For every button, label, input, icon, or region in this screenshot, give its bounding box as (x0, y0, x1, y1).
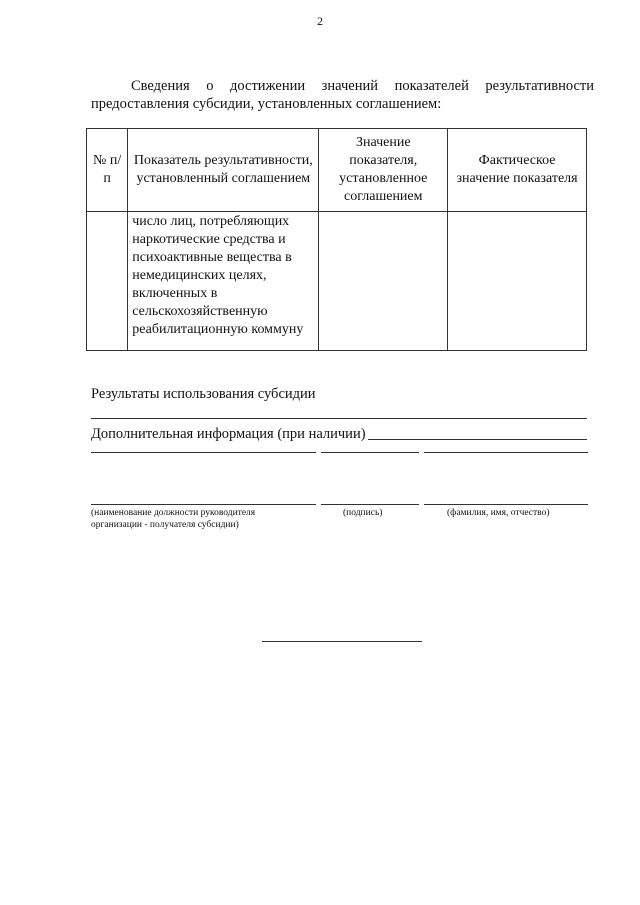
intro-paragraph (91, 77, 594, 113)
signature-lines-row (91, 504, 588, 505)
page-number: 2 (317, 14, 323, 28)
results-section (91, 385, 587, 443)
signature-line-sign (321, 504, 419, 505)
cell-actual-value (448, 212, 587, 351)
header-indicator (128, 129, 319, 212)
intro-word: достижении (230, 78, 306, 94)
intro-word: Сведения (131, 78, 190, 94)
caption-position: (наименование должности руководителя организации - получателя субсидии) (91, 508, 256, 530)
intro-line-2: предоставления субсидии, установленных соглашением: (91, 96, 442, 112)
blank-line-sign (321, 452, 419, 453)
header-number (87, 129, 128, 212)
results-label: Результаты использования субсидии (91, 386, 316, 402)
header-planned-label: Значение показателя, установленное соглашением (339, 135, 428, 204)
cell-number (87, 212, 128, 351)
results-blank-line (91, 403, 587, 419)
header-planned-value (319, 129, 448, 212)
cell-planned-value (319, 212, 448, 351)
blank-lines-row (91, 452, 588, 453)
additional-info-line (368, 439, 587, 440)
indicators-table (86, 128, 587, 351)
intro-line-1 (91, 77, 594, 95)
additional-info-row (91, 423, 587, 443)
additional-info-label: Дополнительная информация (при наличии) (91, 426, 366, 442)
header-actual-label: Фактическое значение показателя (456, 153, 578, 186)
intro-word: о (206, 78, 214, 94)
header-indicator-label: Показатель результативности, установленный соглашением (133, 153, 313, 186)
document-end-line (262, 641, 422, 642)
caption-sign: (подпись) (343, 508, 383, 518)
table-header-row (87, 129, 587, 212)
cell-indicator (128, 212, 319, 351)
signature-line-position (91, 504, 316, 505)
intro-word: результативности (485, 78, 594, 94)
blank-line-name (424, 452, 588, 453)
table-row (87, 212, 587, 351)
header-actual-value (448, 129, 587, 212)
header-number-label: № п/п (92, 153, 122, 186)
caption-name: (фамилия, имя, отчество) (447, 508, 550, 518)
signature-line-name (424, 504, 588, 505)
intro-word: показателей (394, 78, 469, 94)
blank-line-position (91, 452, 316, 453)
intro-word: значений (321, 78, 379, 94)
indicator-text: число лиц, потребляющих наркотические средства и психоактивные вещества в немедицинских целях, включенных в сельскохозяйственную реабилитационную коммуну (132, 214, 304, 337)
